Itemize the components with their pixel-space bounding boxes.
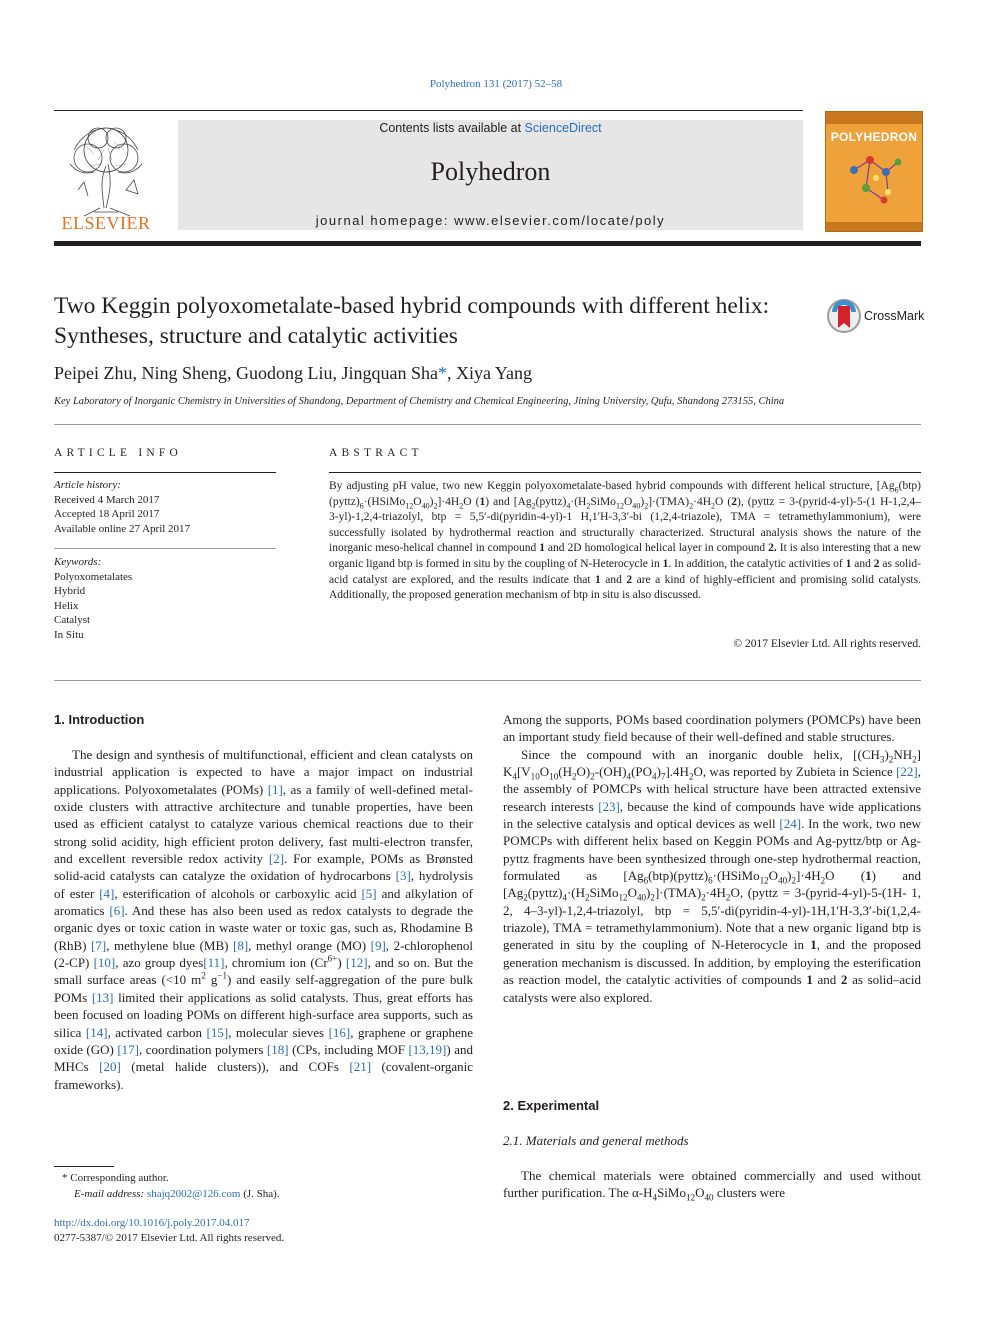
corresponding-note: * Corresponding author. [62,1172,169,1184]
history-received: Received 4 March 2017 [54,493,160,506]
keyword: Hybrid [54,585,86,598]
citation-link[interactable]: [23] [598,798,620,814]
citation-link[interactable]: [15] [206,1024,229,1040]
keyword: Catalyst [54,614,91,627]
journal-homepage [178,213,803,228]
author: Jingquan Sha [341,363,438,383]
citation-link[interactable]: [18] [266,1041,289,1057]
citation-link[interactable]: [12] [345,955,368,971]
corresponding-author-mark[interactable]: * [438,363,447,383]
journal-citation[interactable]: Polyhedron 131 (2017) 52–58 [429,78,563,90]
section-heading-experimental: 2. Experimental [503,1098,600,1113]
copyright: © 2017 Elsevier Ltd. All rights reserved. [733,638,921,650]
keyword: In Situ [54,628,84,641]
divider [54,472,276,473]
homepage-prefix: journal homepage: [315,213,455,228]
elsevier-wordmark: ELSEVIER [61,213,151,233]
author-list: Peipei Zhu, Ning Sheng, Guodong Liu, Jingquan Sha*, Xiya Yang [54,363,533,383]
citation-link[interactable]: [2] [268,851,285,867]
doi-link[interactable]: http://dx.doi.org/10.1016/j.poly.2017.04.017 [54,1217,250,1229]
keywords [54,555,276,643]
footnote-rule [54,1166,114,1167]
author: Guodong Liu [236,363,333,383]
email-suffix: (J. Sha). [240,1188,280,1200]
keyword: Helix [54,599,79,612]
crossmark-icon [826,298,862,334]
author: Xiya Yang [456,363,533,383]
cover-molecule-art [826,112,922,231]
keywords-label: Keywords: [54,556,102,568]
journal-cover[interactable] [825,111,923,232]
paragraph: The chemical materials were obtained commercially and used without further purification. The $\alpha-H_4SiMo_{12}O_{40}$ clusters were [503,1168,921,1203]
article-history [54,478,276,536]
author: Peipei Zhu [54,363,133,383]
section-heading-introduction: 1. Introduction [54,712,145,727]
email-label: E-mail address: [74,1188,147,1200]
citation-link[interactable]: [9] [370,937,386,953]
paragraph: The design and synthesis of multifunctional, efficient and clean catalysts on industrial application is expected to have a major impact on industrial applications. Polyoxometalates (POMs) [1], as a family of well-defined metal-oxide clusters with attractive architecture and tunable properties, have been used as efficient catalyst to catalyze various chemical reactions due to their strong solid acidity, high efficient proton delivery, fast multi-electron transfer, and excellent reversible redox activity [2]. For example, POMs as Brønsted solid-acid catalysts can catalyze the oxidation of hydrocarbons [3], hydrolysis of ester [4], esterification of alcohols or carboxylic acid [5] and alkylation of aromatics [6]. And these has also been used as redox catalysts to degrade the organic dyes or toxic cation in waste water or toxic gas, such as, Rhodamine B (RhB) [7], methylene blue (MB) [8], methyl orange (MO) [9], 2-chlorophenol (2-CP) [10], azo group dyes[11], chromium ion $(Cr^{6+})$ [12], and so on. But the small surface areas (<10 $m^2$ $g^{-1}$) and easily self-aggregation of the pure bulk POMs [13] limited their applications as solid catalysts. Thus, great efforts has been focused on loading POMs on different high-surface area supports, such as silica [14], activated carbon [15], molecular sieves [16], graphene or graphene oxide (GO) [17], coordination polymers [18] (CPs, including MOF [13,19]) and MHCs [20] (metal halide clusters)), and COFs [21] (covalent-organic frameworks). [54,747,474,1092]
citation-link[interactable]: [13,19] [408,1041,447,1057]
body-column-right [503,711,921,1006]
footnote [54,1170,473,1202]
issn-line: 0277-5387/© 2017 Elsevier Ltd. All rights reserved. [54,1231,285,1244]
article-title: Two Keggin polyoxometalate-based hybrid compounds with different helix: Syntheses, structure and catalytic activities [54,293,770,349]
email-link[interactable]: shajq2002@126.com [146,1188,241,1200]
divider [54,680,921,681]
affiliation: Key Laboratory of Inorganic Chemistry in Universities of Shandong, Department of Chemistry and Chemical Engineering, Jining University, Qufu, Shandong 273155, China [54,396,785,407]
citation-link[interactable]: [6] [109,903,125,919]
citation-link[interactable]: [21] [349,1059,372,1075]
citation-link[interactable]: [17] [117,1041,140,1057]
citation-link[interactable]: [24] [779,816,802,832]
citation-link[interactable]: [20] [99,1059,121,1075]
journal-name: Polyhedron [430,157,551,186]
article-info-heading: ARTICLE INFO [54,447,182,459]
citation-link[interactable]: [22] [896,764,918,780]
author: Ning Sheng [141,363,227,383]
history-label: Article history: [54,479,121,491]
contents-prefix: Contents lists available at [379,121,525,135]
citation-link[interactable]: [3] [395,868,411,884]
homepage-url[interactable]: www.elsevier.com/locate/poly [454,213,666,228]
email-line [54,1186,473,1202]
citation-link[interactable]: [4] [99,885,115,901]
citation-link[interactable]: [1] [267,781,283,797]
body-column-left [54,746,473,1093]
history-accepted: Accepted 18 April 2017 [54,508,160,521]
citation-link[interactable]: [10] [93,955,116,971]
citation-link[interactable]: [7] [91,937,107,953]
contents-line [178,121,803,135]
divider [54,548,276,549]
crossmark-badge[interactable] [826,298,936,334]
header-thick-rule [54,241,921,246]
citation-link[interactable]: [13] [91,989,114,1005]
history-online: Available online 27 April 2017 [54,522,191,535]
corresponding-text: Corresponding author. [70,1172,169,1184]
sciencedirect-link[interactable]: ScienceDirect [524,121,602,135]
citation-link[interactable]: [14] [85,1024,108,1040]
doi-block [54,1216,473,1245]
divider [329,472,921,473]
crossmark-label: CrossMark [864,309,925,323]
paragraph: Since the compound with an inorganic double helix, $[(CH_3)_2NH_2]$ $K_4[V_{10}O_{10}(H_2O)_2-(OH)_4(PO_4)_7].4H_2O$, was reported by Zubieta in Science [22], the assembly of POMCPs with helical structure have been attracted extensive research interests [23], because the kind of compounds have wide applications in the selective catalysis and optical devices as well [24]. In the work, two new POMCPs with different helix based on Keggin POMs and Ag-pyttz/btp or Ag-pyttz fragments have been synthesized through one-step hydrothermal reaction, formulated as $[Ag_6(btp)(pyttz)_6\cdot(HSiMo_{12}O_{40})_2]\cdot 4H_2O$ (1) and $[Ag_2(pyttz)_4\cdot(H_2SiMo_{12}O_{40})_2]\cdot(TMA)_2\cdot 4H_2O$, (pyttz = 3-(pyrid-4-yl)-5-(1H- 1, 2, 4–3-yl)-1,2,4-triazolyl, btp = 5,5′-di(pyridin-4-yl)-1H,1′H-3,3′-bi(1,2,4-triazole), TMA = tetramethylammonium). Note that a new organic ligand btp is generated in situ by the coupling of N-Heterocycle in 1, and the proposed generation mechanism is discussed. In addition, by employing the esterification as reaction model, the catalytic activities of compounds 1 and 2 as solid–acid catalysts were also explored. [503,746,922,1005]
cover-title: POLYHEDRON [830,130,918,144]
header-rule [54,110,803,111]
citation-link[interactable]: [5] [361,885,377,901]
body-column-right-continued [503,1167,921,1202]
subsection-heading-materials: 2.1. Materials and general methods [503,1133,689,1148]
paragraph: Among the supports, POMs based coordination polymers (POMCPs) have been an important study field because of their well-defined and stable structures. [503,712,921,745]
divider [54,424,921,425]
citation-link[interactable]: [16] [328,1024,351,1040]
keyword: Polyoxometalates [54,570,133,583]
citation-link[interactable]: [11] [203,955,225,971]
citation-link[interactable]: [8] [233,937,249,953]
abstract-text: By adjusting pH value, two new Keggin polyoxometalate-based hybrid compounds with different helical structure, $[Ag_6(btp)(pyttz)_6\cdot(HSiMo_{12}O_{40})_2]\cdot 4H_2O$ (1) and $[Ag_2(pyttz)_4\cdot(H_2SiMo_{12}O_{40})_2]\cdot(TMA)_2\cdot 4H_2O$ (2), (pyttz = 3-(pyrid-4-yl)-5-(1 H-1,2,4–3-yl)-1,2,4-triazolyl, btp = 5,5′-di(pyridin-4-yl)-1 H,1′H-3,3′-bi (1,2,4-triazole), TMA = tetramethylammonium), were successfully isolated by hydrothermal reaction and structurally characterized. Structural analysis shows the nature of the inorganic meso-helical channel in compound 1 and 2D homological helical layer in compound 2. It is also interesting that a new organic ligand btp is formed in situ by the coupling of N-Heterocycle in 1. In addition, the catalytic activities of 1 and 2 as solid-acid catalyst are explored, and the results indicate that 1 and 2 are a kind of highly-efficient and promising solid catalysts. Additionally, the proposed generation mechanism of btp in situ is also discussed. [329,480,922,602]
abstract-heading: ABSTRACT [329,447,423,459]
